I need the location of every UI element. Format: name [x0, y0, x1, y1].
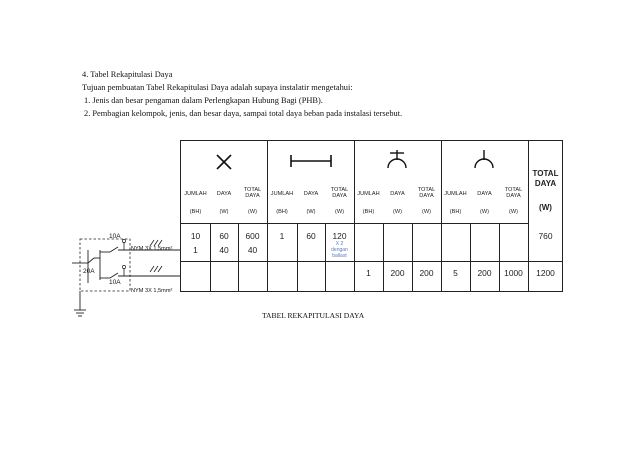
cable-label-2: NYM 3X 1,5mm²: [131, 288, 173, 294]
intro-text: Tujuan pembuatan Tabel Rekapitulasi Daya adalah supaya instalatir mengetahui:: [82, 83, 353, 92]
col-total-label: TOTAL DAYA: [243, 187, 262, 200]
col-jumlah-unit: (BH): [362, 209, 375, 215]
row2-o-jumlah: 5: [453, 268, 458, 278]
row1-jumlah-b: 1: [193, 245, 198, 255]
point-1: 1. Jenis dan besar pengaman dalam Perlengkapan Hubung Bagi (PHB).: [84, 96, 323, 105]
col-total-label: TOTAL DAYA: [504, 187, 523, 200]
col-jumlah-unit: (BH): [189, 209, 202, 215]
row2-o-daya: 200: [477, 268, 492, 278]
col-jumlah-unit: (BH): [276, 209, 288, 215]
ballast-note: X 2 dengan ballast: [331, 241, 348, 259]
row1-fl-total: 120: [332, 231, 347, 241]
section-heading: 4. Tabel Rekapitulasi Daya: [82, 70, 173, 79]
col-daya-label: DAYA: [303, 191, 319, 197]
row2-og-jumlah: 1: [366, 268, 371, 278]
row1-fl-daya: 60: [306, 231, 316, 241]
col-total-unit: (W): [247, 209, 257, 215]
col-jumlah-label: JUMLAH: [270, 191, 294, 197]
col-daya-label: DAYA: [390, 191, 405, 197]
col-jumlah-label: JUMLAH: [184, 191, 207, 197]
col-daya-unit: (W): [479, 209, 489, 215]
row1-jumlah-a: 10: [190, 231, 201, 241]
row2-total-daya: 1200: [536, 268, 555, 278]
cable-label-1: NYM 3X 1,5mm²: [131, 246, 173, 252]
row1-total-daya: 760: [538, 231, 553, 241]
breaker-10a-label: 10A: [109, 233, 121, 240]
col-total-unit: (W): [334, 209, 344, 215]
col-total-label: TOTAL DAYA: [417, 187, 436, 200]
col-daya-label: DAYA: [477, 191, 492, 197]
col-daya-unit: (W): [306, 209, 316, 215]
row1-daya-a: 60: [219, 231, 229, 241]
row1-daya-b: 40: [219, 245, 229, 255]
row2-o-total: 1000: [504, 268, 523, 278]
col-daya-unit: (W): [219, 209, 229, 215]
col-jumlah-label: JUMLAH: [444, 191, 467, 197]
col-daya-unit: (W): [392, 209, 402, 215]
total-daya-unit: (W): [539, 203, 552, 212]
table-caption: TABEL REKAPITULASI DAYA: [262, 311, 365, 320]
row2-og-daya: 200: [390, 268, 405, 278]
row2-og-total: 200: [419, 268, 434, 278]
col-daya-label: DAYA: [216, 191, 232, 197]
row1-total-b: 40: [247, 245, 258, 255]
point-2: 2. Pembagian kelompok, jenis, dan besar daya, sampai total daya beban pada instalasi tersebut.: [84, 109, 403, 118]
row1-fl-jumlah: 1: [279, 231, 285, 241]
row1-total-a: 600: [245, 231, 260, 241]
col-jumlah-unit: (BH): [449, 209, 462, 215]
col-total-unit: (W): [421, 209, 431, 215]
breaker-10a-label-2: 10A: [109, 279, 121, 286]
total-daya-header: TOTAL DAYA: [532, 169, 559, 188]
breaker-20a-label: 20A: [83, 268, 95, 275]
col-total-unit: (W): [508, 209, 518, 215]
col-total-label: TOTAL DAYA: [330, 187, 349, 200]
col-jumlah-label: JUMLAH: [357, 191, 380, 197]
